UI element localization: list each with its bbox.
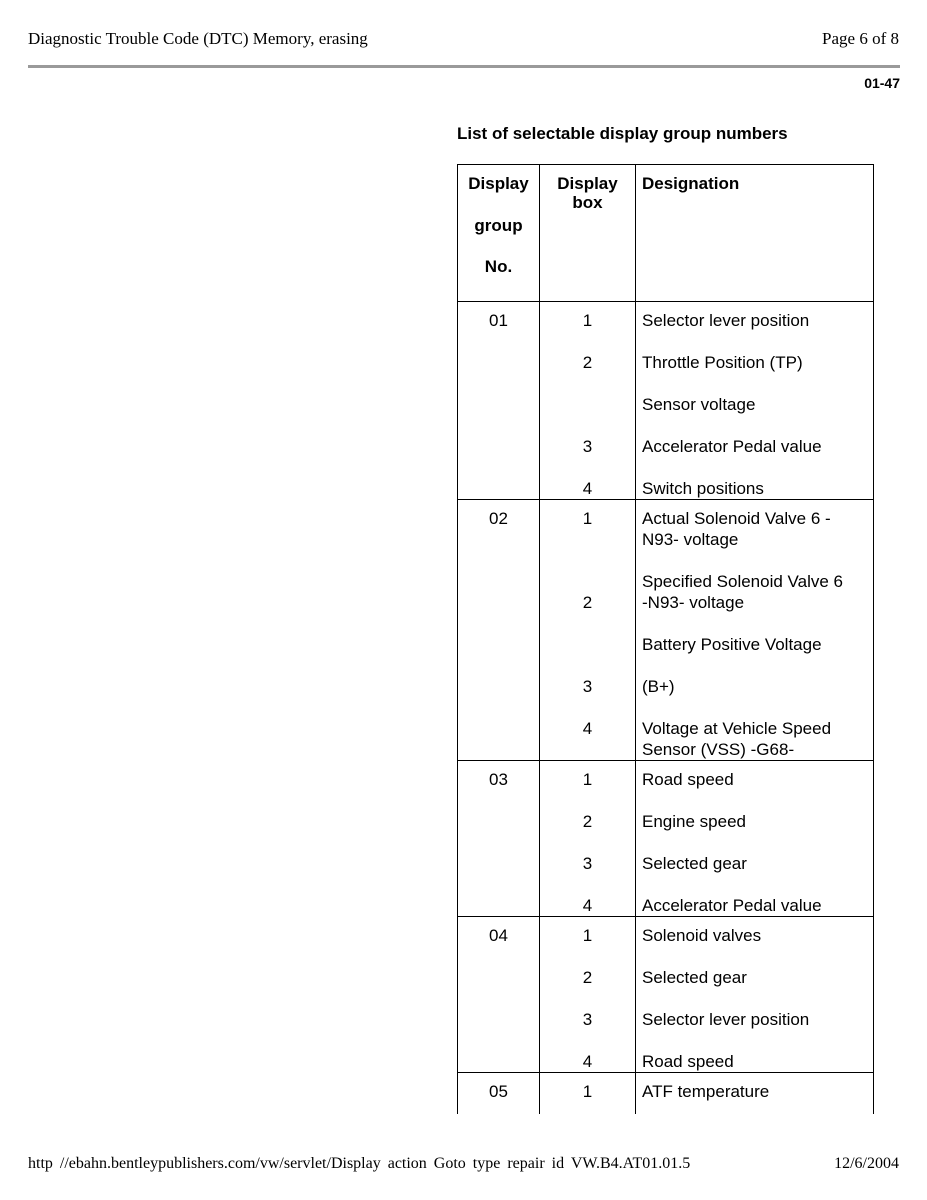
column-header-line: Display	[557, 174, 618, 193]
table-row	[458, 302, 874, 332]
designation-line: Voltage at Vehicle Speed	[642, 719, 832, 738]
designation-line: -N93- voltage	[642, 593, 745, 612]
display-box-number: 4	[540, 1030, 636, 1073]
display-group-number	[458, 988, 540, 1030]
page-number: Page 6 of 8	[822, 29, 899, 48]
table-row	[458, 457, 874, 500]
display-group-number	[458, 655, 540, 697]
column-header-display-group	[458, 165, 540, 302]
page-header-title: Diagnostic Trouble Code (DTC) Memory, erasing	[28, 29, 368, 48]
table-row	[458, 790, 874, 832]
table-header-row	[458, 165, 874, 302]
display-box-number: 2	[540, 550, 636, 613]
column-header-line: Designation	[642, 174, 740, 193]
designation-line: Actual Solenoid Valve 6 -	[642, 509, 831, 528]
display-box-number: 4	[540, 874, 636, 917]
display-group-number: 05	[458, 1073, 540, 1103]
designation-line: Road speed	[642, 770, 734, 789]
table-row	[458, 832, 874, 874]
designation-line: Selector lever position	[642, 311, 810, 330]
table-row	[458, 874, 874, 917]
designation	[636, 302, 874, 332]
designation	[636, 373, 874, 415]
continuation-cell	[636, 1102, 874, 1114]
designation-line: Accelerator Pedal value	[642, 896, 822, 915]
display-group-number	[458, 613, 540, 655]
display-box-number: 3	[540, 988, 636, 1030]
table-row	[458, 331, 874, 373]
display-group-number	[458, 415, 540, 457]
table-row	[458, 550, 874, 613]
table-row	[458, 500, 874, 551]
table-row	[458, 415, 874, 457]
display-box-number: 3	[540, 832, 636, 874]
display-group-number: 02	[458, 500, 540, 551]
table-row-continuation	[458, 1102, 874, 1114]
display-group-number: 04	[458, 917, 540, 947]
designation	[636, 1073, 874, 1103]
table-row	[458, 373, 874, 415]
designation-line: Selected gear	[642, 854, 747, 873]
table-row	[458, 655, 874, 697]
footer-url: http //ebahn.bentleypublishers.com/vw/servlet/Display action Goto type repair id VW.B4.AT01.01.5	[28, 1155, 691, 1172]
designation-line: N93- voltage	[642, 530, 739, 549]
designation-line: Throttle Position (TP)	[642, 353, 803, 372]
section-code: 01-47	[864, 75, 900, 91]
designation	[636, 874, 874, 917]
display-group-number	[458, 373, 540, 415]
designation	[636, 500, 874, 551]
footer-date: 12/6/2004	[834, 1155, 899, 1172]
table-row	[458, 1030, 874, 1073]
designation	[636, 988, 874, 1030]
column-header-line: group	[474, 216, 523, 235]
display-box-number: 1	[540, 761, 636, 791]
table-row	[458, 1073, 874, 1103]
display-box-number: 1	[540, 1073, 636, 1103]
display-box-number: 1	[540, 302, 636, 332]
designation	[636, 1030, 874, 1073]
designation-line: Specified Solenoid Valve 6	[642, 572, 843, 591]
display-box-number: 1	[540, 917, 636, 947]
designation	[636, 832, 874, 874]
table-row	[458, 761, 874, 791]
display-box-number	[540, 613, 636, 655]
designation	[636, 946, 874, 988]
designation	[636, 761, 874, 791]
designation-line: Sensor (VSS) -G68-	[642, 740, 795, 759]
designation-line: Road speed	[642, 1052, 734, 1071]
continuation-cell	[458, 1102, 540, 1114]
designation-line: Solenoid valves	[642, 926, 762, 945]
column-header-designation	[636, 165, 874, 302]
display-box-number: 2	[540, 331, 636, 373]
display-box-number: 3	[540, 655, 636, 697]
display-box-number: 2	[540, 790, 636, 832]
display-group-number	[458, 874, 540, 917]
display-group-number	[458, 697, 540, 761]
display-group-number: 01	[458, 302, 540, 332]
table-row	[458, 613, 874, 655]
designation-line: Engine speed	[642, 812, 746, 831]
display-group-number	[458, 1030, 540, 1073]
designation	[636, 917, 874, 947]
display-box-number: 4	[540, 697, 636, 761]
designation	[636, 550, 874, 613]
display-group-number	[458, 331, 540, 373]
display-group-number	[458, 946, 540, 988]
designation-line: ATF temperature	[642, 1082, 770, 1101]
table-heading: List of selectable display group numbers	[457, 124, 788, 143]
table-row	[458, 988, 874, 1030]
display-group-number	[458, 832, 540, 874]
designation	[636, 457, 874, 500]
display-box-number: 1	[540, 500, 636, 551]
display-box-number: 2	[540, 946, 636, 988]
display-group-table	[457, 164, 874, 1114]
display-group-number	[458, 790, 540, 832]
designation	[636, 790, 874, 832]
display-group-table-body	[458, 165, 874, 1115]
display-group-number	[458, 550, 540, 613]
designation-line: Selector lever position	[642, 1010, 810, 1029]
display-group-number: 03	[458, 761, 540, 791]
designation	[636, 415, 874, 457]
column-header-line: Display	[468, 174, 529, 193]
display-box-number	[540, 373, 636, 415]
column-header-line: No.	[484, 257, 513, 276]
designation-line: Battery Positive Voltage	[642, 635, 822, 654]
designation-line: Sensor voltage	[642, 395, 756, 414]
table-row	[458, 697, 874, 761]
display-box-number: 3	[540, 415, 636, 457]
designation	[636, 655, 874, 697]
designation-line: Accelerator Pedal value	[642, 437, 822, 456]
designation	[636, 697, 874, 761]
display-group-number	[458, 457, 540, 500]
designation	[636, 331, 874, 373]
table-row	[458, 946, 874, 988]
display-box-number: 4	[540, 457, 636, 500]
column-header-line: box	[572, 193, 603, 212]
table-row	[458, 917, 874, 947]
designation-line: (B+)	[642, 677, 675, 696]
column-header-display-box	[540, 165, 636, 302]
continuation-cell	[540, 1102, 636, 1114]
designation	[636, 613, 874, 655]
designation-line: Selected gear	[642, 968, 747, 987]
header-divider	[28, 65, 900, 68]
designation-line: Switch positions	[642, 479, 764, 498]
